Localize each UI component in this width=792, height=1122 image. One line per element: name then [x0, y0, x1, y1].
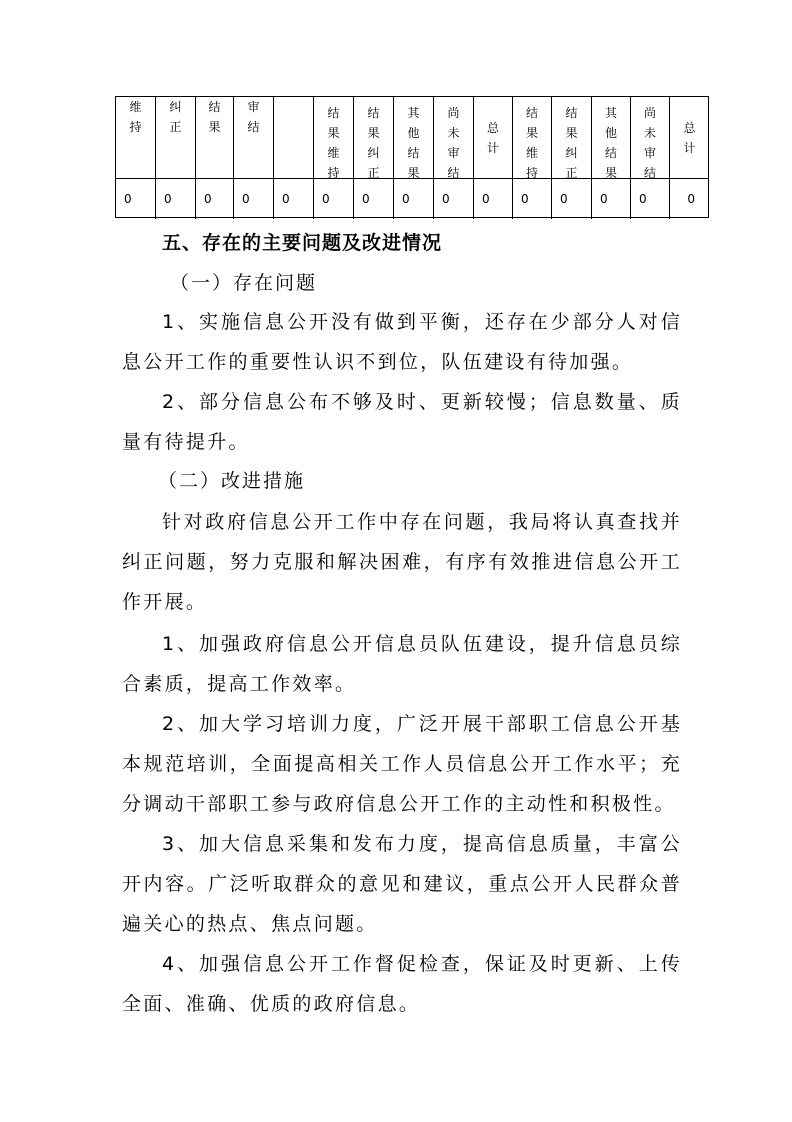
- section-heading: 五、存在的主要问题及改进情况: [162, 232, 443, 254]
- table-value-cell: 0: [552, 179, 592, 219]
- table-value-cell: 0: [592, 179, 631, 219]
- table-header-text: 结 果 纠 正: [565, 106, 578, 179]
- table-header-text: 结 果 维 持: [327, 106, 340, 179]
- table-header-cell: [592, 97, 631, 179]
- table-header-text: 其 他 结 果: [407, 106, 420, 179]
- table-header-cell: [116, 97, 156, 179]
- table-header-cell: [474, 97, 513, 179]
- table-header-text: 结 果: [208, 100, 221, 134]
- paragraph-problem-2: 2、部分信息公布不够及时、更新较慢；信息数量、质量有待提升。: [122, 391, 682, 453]
- table-value-cell: 0: [513, 179, 552, 219]
- table-header-cell: [314, 97, 354, 179]
- table-header-cell: [434, 97, 474, 179]
- table-value-cell: 0: [156, 179, 196, 219]
- table-header-text: 维 持: [129, 100, 142, 134]
- table-header-cell: [196, 97, 234, 179]
- table-header-text: 纠 正: [169, 100, 182, 134]
- table-header-cell: [156, 97, 196, 179]
- paragraph-improvement-3: 3、加大信息采集和发布力度，提高信息质量，丰富公开内容。广泛听取群众的意见和建议，重点公开人民群众普遍关心的热点、焦点问题。: [122, 833, 682, 935]
- paragraph-improvement-2: 2、加大学习培训力度，广泛开展干部职工信息公开基本规范培训，全面提高相关工作人员信息公开工作水平；充分调动干部职工参与政府信息公开工作的主动性和积极性。: [122, 713, 682, 815]
- table-value-cell: 0: [234, 179, 274, 219]
- table-value-cell: 0: [116, 179, 156, 219]
- paragraph-improvement-1: 1、加强政府信息公开信息员队伍建设，提升信息员综合素质，提高工作效率。: [122, 633, 682, 695]
- table-header-text: 结 果 纠 正: [367, 106, 380, 179]
- table-value-cell: 0: [474, 179, 513, 219]
- table-value-cell: 0: [274, 179, 314, 219]
- table-header-text: 总 计: [487, 120, 500, 155]
- table-header-cell: [670, 97, 709, 179]
- table-value-cell: 0: [196, 179, 234, 219]
- subheading-improvements: （二）改进措施: [158, 470, 306, 492]
- table-header-cell: [234, 97, 274, 179]
- table-header-text: 尚 未 审 结: [644, 106, 657, 179]
- table-header-text: 尚 未 审 结: [447, 106, 460, 179]
- table-value-cell: 0: [314, 179, 354, 219]
- table-header-cell: [631, 97, 670, 179]
- table-header-text: 其 他 结 果: [605, 106, 618, 179]
- table-header-cell: [274, 97, 314, 179]
- table-header-cell: [354, 97, 394, 179]
- table-value-cell: 0: [394, 179, 434, 219]
- table-header-cell: [552, 97, 592, 179]
- paragraph-improvement-4: 4、加强信息公开工作督促检查，保证及时更新、上传全面、准确、优质的政府信息。: [122, 953, 682, 1015]
- statistics-table-fragment: [115, 96, 709, 218]
- table-header-text: 结 果 维 持: [526, 106, 539, 179]
- table-value-cell: 0: [631, 179, 670, 219]
- table-header-text: 总 计: [683, 120, 696, 155]
- table-header-text: 审 结: [247, 100, 260, 134]
- paragraph-problem-1: 1、实施信息公开没有做到平衡，还存在少部分人对信息公开工作的重要性认识不到位，队伍建设有待加强。: [122, 311, 682, 373]
- table-value-cell: 0: [687, 192, 695, 206]
- table-header-cell: [394, 97, 434, 179]
- paragraph-improvement-intro: 针对政府信息公开工作中存在问题，我局将认真查找并纠正问题，努力克服和解决困难，有序有效推进信息公开工作开展。: [122, 511, 682, 613]
- table-value-cell: 0: [354, 179, 394, 219]
- subheading-problems: （一）存在问题: [170, 272, 318, 294]
- table-value-cell: 0: [434, 179, 474, 219]
- table-header-cell: [513, 97, 552, 179]
